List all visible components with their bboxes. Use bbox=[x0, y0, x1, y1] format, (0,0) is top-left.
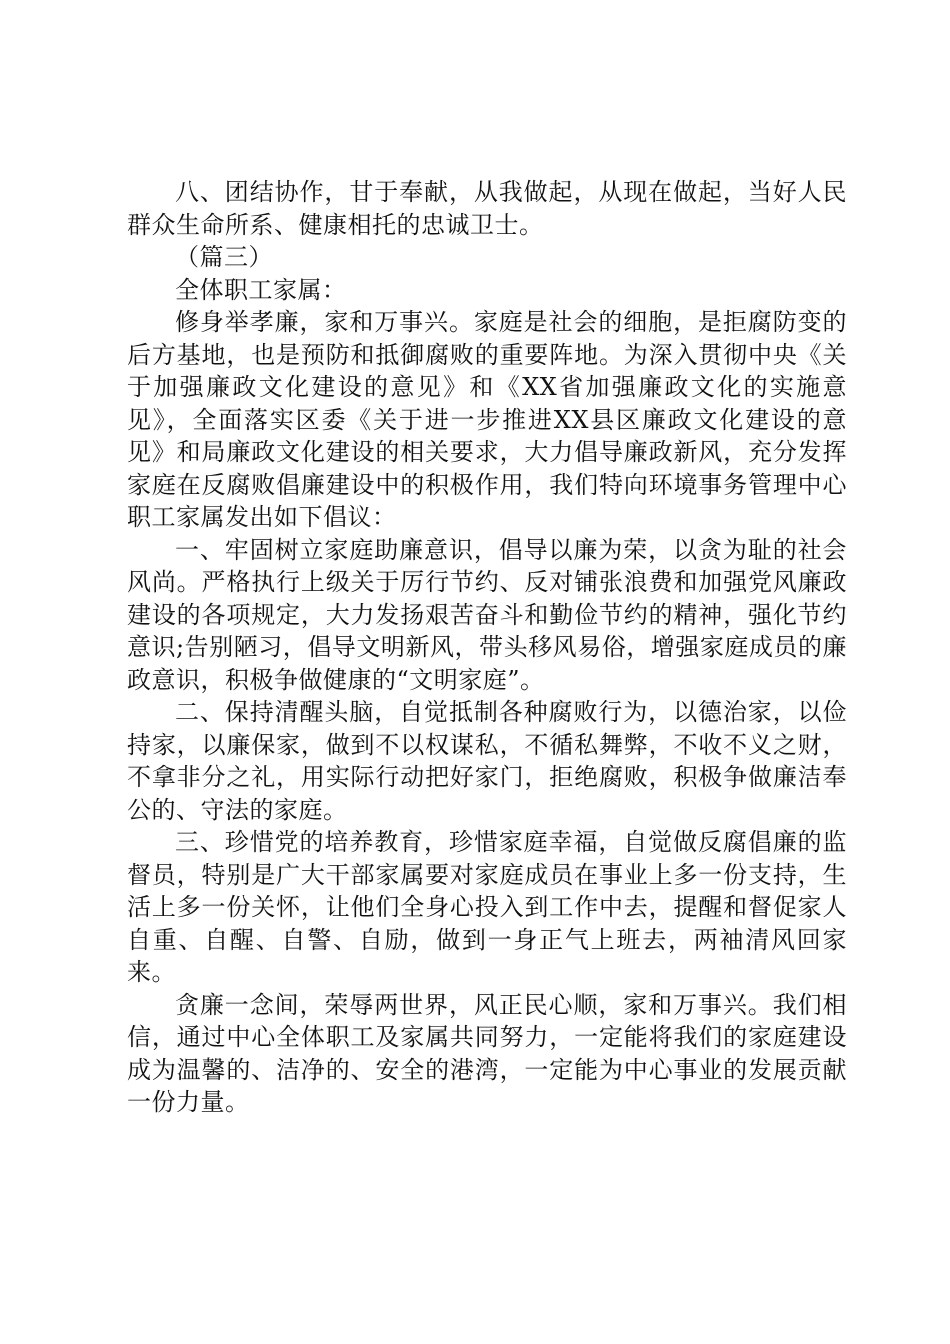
closing-paragraph: 贪廉一念间，荣辱两世界，风正民心顺，家和万事兴。我们相信，通过中心全体职工及家属共同努力，一定能将我们的家庭建设成为温馨的、洁净的、安全的港湾，一定能为中心事业的发展贡献一份力量。 bbox=[127, 990, 847, 1116]
section-heading-part-three: （篇三） bbox=[175, 243, 273, 271]
intro-paragraph: 修身举孝廉，家和万事兴。家庭是社会的细胞，是拒腐防变的后方基地，也是预防和抵御腐败的重要阵地。为深入贯彻中央《关于加强廉政文化建设的意见》和《XX省加强廉政文化的实施意见》，全面落实区委《关于进一步推进XX县区廉政文化建设的意见》和局廉政文化建设的相关要求，大力倡导廉政新风，充分发挥家庭在反腐败倡廉建设中的积极作用，我们特向环境事务管理中心职工家属发出如下倡议： bbox=[127, 308, 847, 531]
paragraph-item-two: 二、保持清醒头脑，自觉抵制各种腐败行为，以德治家，以俭持家，以廉保家，做到不以权谋私，不循私舞弊，不收不义之财，不拿非分之礼，用实际行动把好家门，拒绝腐败，积极争做廉洁奉公的、守法的家庭。 bbox=[127, 698, 847, 824]
salutation: 全体职工家属： bbox=[175, 275, 347, 304]
document-body bbox=[127, 176, 847, 1119]
paragraph-item-three: 三、珍惜党的培养教育，珍惜家庭幸福，自觉做反腐倡廉的监督员，特别是广大干部家属要对家庭成员在事业上多一份支持，生活上多一份关怀，让他们全身心投入到工作中去，提醒和督促家人自重、自醒、自警、自励，做到一身正气上班去，两袖清风回家来。 bbox=[127, 828, 847, 986]
paragraph-item-one: 一、牢固树立家庭助廉意识，倡导以廉为荣，以贪为耻的社会风尚。严格执行上级关于厉行节约、反对铺张浪费和加强党风廉政建设的各项规定，大力发扬艰苦奋斗和勤俭节约的精神，强化节约意识;告别陋习，倡导文明新风，带头移风易俗，增强家庭成员的廉政意识，积极争做健康的“文明家庭”。 bbox=[127, 535, 847, 694]
paragraph-item-eight: 八、团结协作，甘于奉献，从我做起，从现在做起，当好人民群众生命所系、健康相托的忠诚卫士。 bbox=[127, 178, 847, 239]
